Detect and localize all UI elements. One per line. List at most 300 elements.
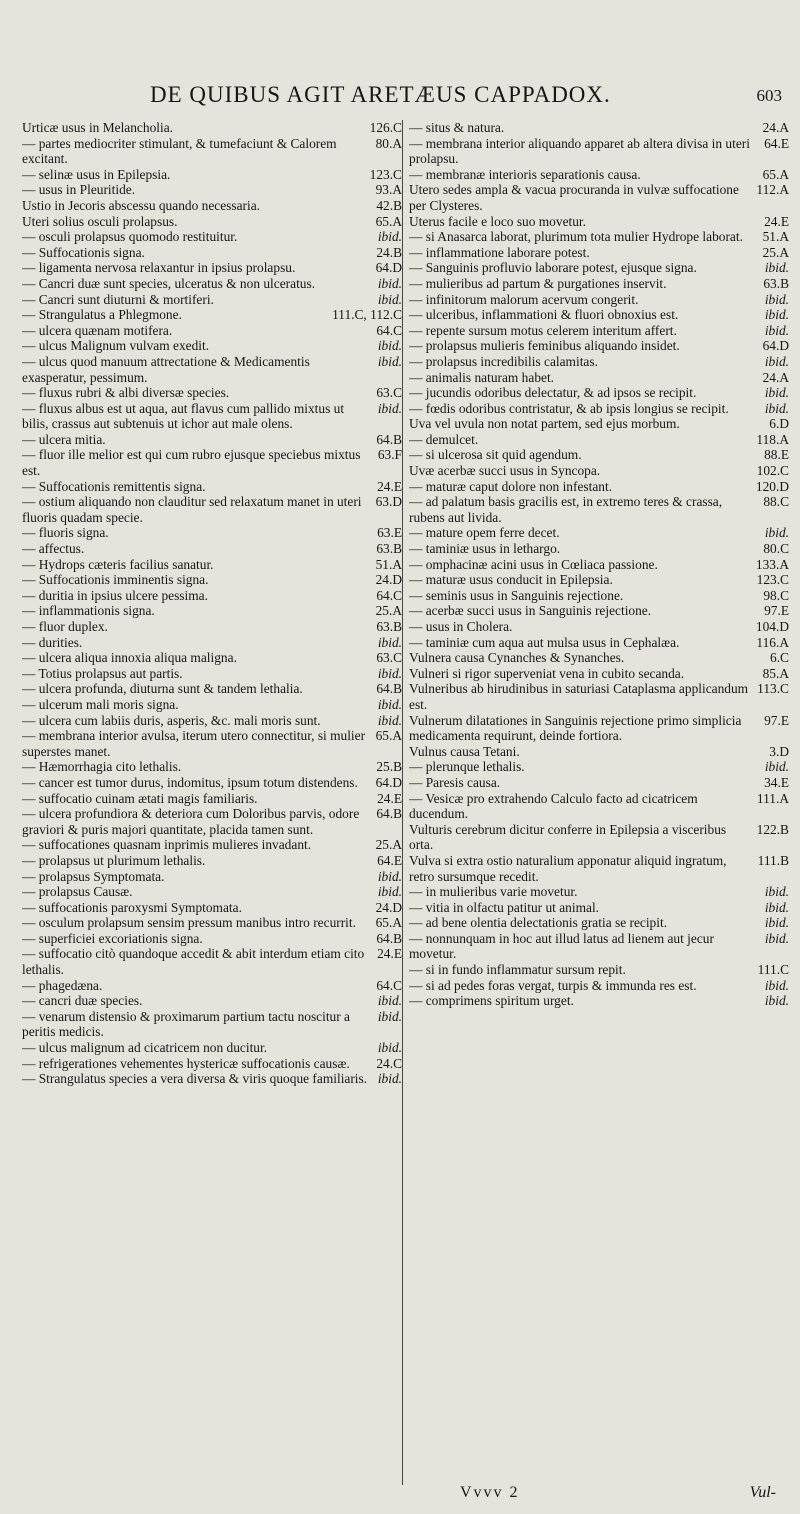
index-entry-text: — Vesicæ pro extrahendo Calculo facto ad cicatricem ducendum.: [409, 790, 698, 822]
index-entry-text: — Strangulatus species a vera diversa & viris quoque familiaris.: [22, 1071, 368, 1087]
index-entry-text: — maturæ caput dolore non infestant.: [409, 478, 613, 494]
index-entry-text: Urticæ usus in Melancholia.: [22, 120, 173, 135]
index-entry-text: — suffocatio citò quandoque accedit & abit interdum etiam cito lethalis.: [22, 946, 365, 978]
index-entry-ref: 88.C: [763, 494, 789, 510]
index-entry-ref: 126.C: [369, 120, 402, 135]
index-entry: [22, 603, 402, 619]
index-entry: [409, 136, 789, 167]
index-entry-ref: 88.E: [764, 447, 789, 463]
index-entry-text: — ostium aliquando non clauditur sed relaxatum manet in uteri fluoris quadam specie.: [22, 494, 362, 525]
index-entry-ref: 63.F: [377, 447, 402, 463]
index-entry: [22, 479, 402, 495]
index-entry-ref: 64.D: [375, 774, 402, 790]
index-entry: [22, 136, 402, 167]
index-entry: [22, 728, 402, 759]
index-entry: [409, 370, 789, 386]
index-entry: [22, 245, 402, 261]
index-entry-text: — ulcera cum labiis duris, asperis, &c. mali moris sunt.: [22, 712, 321, 728]
index-entry-text: — inflammatione laborare potest.: [409, 244, 590, 260]
index-entry-text: — prolapsus mulieris feminibus aliquando insidet.: [409, 338, 680, 354]
index-entry-text: — infinitorum malorum acervum congerit.: [409, 291, 639, 307]
index-entry: [409, 338, 789, 354]
index-entry-ref: ibid.: [764, 977, 789, 993]
index-entry-ref: ibid.: [764, 307, 789, 323]
index-entry: [22, 323, 402, 339]
index-column-right: [409, 120, 789, 1480]
index-entry-text: — usus in Cholera.: [409, 619, 513, 634]
index-entry-text: Uteri solius osculi prolapsus.: [22, 213, 178, 229]
index-entry: [409, 541, 789, 557]
index-entry-text: — fluor ille melior est qui cum rubro ejusque speciebus mixtus est.: [22, 447, 361, 479]
index-entry-ref: 104.D: [755, 619, 789, 634]
index-entry-ref: 111.C, 112.C: [332, 307, 402, 323]
index-entry: [22, 557, 402, 573]
index-entry: [409, 260, 789, 276]
index-entry-ref: ibid.: [764, 385, 789, 401]
index-entry-ref: 85.A: [762, 665, 789, 681]
index-entry: [409, 759, 789, 775]
index-entry-text: — suffocationis paroxysmi Symptomata.: [22, 899, 242, 915]
index-entry: [22, 837, 402, 853]
index-entry-ref: 63.B: [376, 541, 402, 557]
index-entry-text: — maturæ usus conducit in Epilepsia.: [409, 572, 613, 588]
index-entry-ref: ibid.: [377, 665, 402, 681]
index-entry-ref: ibid.: [377, 1071, 402, 1087]
index-entry: [22, 214, 402, 230]
index-entry-ref: 6.D: [769, 416, 789, 432]
index-entry: [22, 572, 402, 588]
index-entry-ref: 24.E: [377, 478, 402, 494]
index-entry-ref: 63.C: [376, 385, 402, 401]
index-entry-ref: ibid.: [377, 338, 402, 354]
index-entry-ref: 111.C: [757, 962, 789, 978]
index-entry-text: — fluor duplex.: [22, 619, 108, 634]
index-entry: [409, 525, 789, 541]
index-entry-ref: 64.B: [376, 806, 402, 822]
index-entry-ref: ibid.: [377, 291, 402, 307]
index-entry: [409, 120, 789, 136]
index-entry-text: — cancer est tumor durus, indomitus, ipsum totum distendens.: [22, 774, 358, 790]
index-entry-text: — venarum distensio & proximarum partium tactu noscitur a peritis medicis.: [22, 1008, 350, 1040]
index-entry: [409, 650, 789, 666]
index-entry: [409, 354, 789, 370]
index-entry-ref: 64.E: [764, 135, 789, 151]
index-entry-text: — Cancri duæ sunt species, ulceratus & non ulceratus.: [22, 275, 316, 291]
index-entry: [409, 853, 789, 884]
page-footer: [0, 1484, 800, 1508]
index-entry-ref: 6.C: [770, 650, 789, 666]
index-entry-ref: ibid.: [377, 400, 402, 416]
index-entry-ref: ibid.: [377, 884, 402, 900]
index-entry-text: Utero sedes ampla & vacua procuranda in vulvæ suffocatione per Clysteres.: [409, 182, 739, 213]
index-entry-text: — suffocatio cuinam ætati magis familiaris.: [22, 790, 258, 806]
index-entry-ref: ibid.: [764, 899, 789, 915]
index-entry: [409, 557, 789, 573]
index-entry-ref: 122.B: [756, 821, 789, 837]
index-entry: [409, 791, 789, 822]
index-entry: [409, 463, 789, 479]
index-entry: [22, 541, 402, 557]
index-entry-ref: 65.A: [762, 166, 789, 182]
index-entry-text: Vulnera causa Cynanches & Synanches.: [409, 650, 625, 666]
index-entry-ref: 120.D: [755, 478, 789, 494]
index-entry: [22, 307, 402, 323]
index-entry-text: — si ulcerosa sit quid agendum.: [409, 447, 582, 463]
index-entry-ref: ibid.: [377, 993, 402, 1009]
index-entry-text: — Strangulatus a Phlegmone.: [22, 307, 182, 323]
page-header: [0, 82, 800, 116]
index-entry-ref: 24.E: [377, 790, 402, 806]
index-entry-ref: 98.C: [763, 587, 789, 603]
index-entry: [409, 962, 789, 978]
index-entry-ref: ibid.: [377, 353, 402, 369]
index-entry-ref: 116.A: [756, 634, 789, 650]
index-entry: [22, 1040, 402, 1056]
index-entry-ref: 63.B: [763, 275, 789, 291]
index-entry: [22, 182, 402, 198]
index-entry: [22, 525, 402, 541]
index-entry: [22, 229, 402, 245]
index-entry: [409, 822, 789, 853]
index-entry-text: — ulcera profundiora & deteriora cum Doloribus parvis, odore graviori & puris majori quantitate, placida tamen sunt.: [22, 806, 360, 837]
index-entry-text: — ulcus quod manuum attrectatione & Medicamentis exasperatur, pessimum.: [22, 353, 310, 385]
index-entry: [22, 759, 402, 775]
index-entry-text: — partes mediocriter stimulant, & tumefaciunt & Calorem excitant.: [22, 135, 337, 167]
index-entry-text: — usus in Pleuritide.: [22, 182, 136, 198]
index-entry: [409, 713, 789, 744]
index-entry-text: — taminiæ cum aqua aut mulsa usus in Cephalæa.: [409, 634, 680, 650]
index-entry-ref: ibid.: [377, 1040, 402, 1056]
index-entry: [409, 401, 789, 417]
index-entry: [409, 323, 789, 339]
index-entry-ref: ibid.: [377, 1008, 402, 1024]
index-entry-text: — durities.: [22, 634, 83, 650]
index-entry-ref: 64.C: [376, 322, 402, 338]
index-entry-ref: 112.A: [756, 182, 789, 198]
index-entry: [409, 416, 789, 432]
index-entry: [22, 650, 402, 666]
index-entry-ref: 97.E: [764, 603, 789, 619]
index-entry-text: — fluxus albus est ut aqua, aut flavus cum pallido mixtus ut bilis, crassus aut subtenuis ut ichor aut male olens.: [22, 400, 345, 432]
index-entry: [22, 993, 402, 1009]
index-entry-text: — membrana interior aliquando apparet ab altera divisa in uteri prolapsu.: [409, 135, 750, 167]
index-entry-ref: 25.A: [375, 603, 402, 619]
index-entry-ref: ibid.: [764, 525, 789, 541]
column-divider: [402, 120, 403, 1485]
index-entry: [22, 401, 402, 432]
index-entry-text: — fœdis odoribus contristatur, & ab ipsis longius se recipit.: [409, 400, 729, 416]
index-entry-ref: 111.A: [756, 790, 789, 806]
index-entry-text: — plerunque lethalis.: [409, 759, 525, 775]
index-entry: [22, 494, 402, 525]
index-entry-ref: 65.A: [375, 213, 402, 229]
index-entry: [409, 884, 789, 900]
index-entry-text: Uterus facile e loco suo movetur.: [409, 213, 587, 229]
index-entry-text: — ulcus Malignum vulvam exedit.: [22, 338, 210, 354]
index-entry-ref: 93.A: [375, 182, 402, 198]
index-entry: [22, 354, 402, 385]
index-entry-text: — ulcera aliqua innoxia aliqua maligna.: [22, 650, 237, 666]
index-entry: [22, 681, 402, 697]
index-entry: [22, 1071, 402, 1087]
index-entry-text: — comprimens spiritum urget.: [409, 993, 574, 1009]
index-entry-text: — repente sursum motus celerem interitum affert.: [409, 322, 677, 338]
index-entry-text: — inflammationis signa.: [22, 603, 155, 619]
index-entry: [409, 915, 789, 931]
index-entry-text: — ligamenta nervosa relaxantur in ipsius prolapsu.: [22, 260, 296, 276]
index-entry-ref: 64.B: [376, 681, 402, 697]
index-entry-ref: 64.D: [375, 260, 402, 276]
index-entry-ref: 3.D: [769, 743, 789, 759]
index-entry-text: — cancri duæ species.: [22, 993, 143, 1009]
index-entry-ref: ibid.: [764, 260, 789, 276]
index-entry-text: — ulcerum mali moris signa.: [22, 696, 179, 712]
index-entry-text: — ulcera quænam motifera.: [22, 322, 173, 338]
index-entry: [409, 666, 789, 682]
index-entry: [409, 214, 789, 230]
index-entry-ref: 25.A: [375, 837, 402, 853]
index-entry-text: — ulcera mitia.: [22, 431, 106, 447]
index-entry-ref: 80.C: [763, 541, 789, 557]
index-entry-ref: ibid.: [764, 884, 789, 900]
index-entry: [409, 479, 789, 495]
index-entry: [22, 931, 402, 947]
index-entry: [22, 806, 402, 837]
index-entry-text: Vulnerum dilatationes in Sanguinis rejectione primo simplicia medicamenta requirunt, deinde fortiora.: [409, 712, 742, 744]
index-entry: [22, 1009, 402, 1040]
index-entry-ref: ibid.: [377, 696, 402, 712]
index-entry-ref: 25.B: [376, 759, 402, 775]
index-entry: [22, 666, 402, 682]
index-entry: [409, 494, 789, 525]
index-entry-text: — situs & natura.: [409, 120, 505, 135]
index-entry: [409, 619, 789, 635]
index-entry-ref: ibid.: [764, 993, 789, 1009]
index-entry-text: — ulceribus, inflammationi & fluori obnoxius est.: [409, 307, 679, 323]
running-title: DE QUIBUS AGIT ARETÆUS CAPPADOX.: [150, 82, 611, 107]
index-entry: [22, 198, 402, 214]
index-entry-text: — ad bene olentia delectationis gratia se recipit.: [409, 915, 668, 931]
index-entry-text: — Totius prolapsus aut partis.: [22, 665, 183, 681]
index-entry-text: — taminiæ usus in lethargo.: [409, 541, 561, 557]
index-entry: [22, 853, 402, 869]
index-entry-ref: 102.C: [756, 463, 789, 479]
index-entry: [22, 697, 402, 713]
index-entry-text: — refrigerationes vehementes hystericæ suffocationis causæ.: [22, 1055, 350, 1071]
index-entry-text: — selinæ usus in Epilepsia.: [22, 166, 171, 182]
index-entry-text: — mulieribus ad partum & purgationes inservit.: [409, 275, 667, 291]
index-entry-text: — fluoris signa.: [22, 525, 109, 541]
index-entry: [409, 744, 789, 760]
index-entry: [22, 713, 402, 729]
index-entry-ref: 65.A: [375, 728, 402, 744]
index-entry: [22, 167, 402, 183]
index-entry-ref: ibid.: [377, 634, 402, 650]
index-entry-ref: 24.A: [762, 369, 789, 385]
index-entry-text: — seminis usus in Sanguinis rejectione.: [409, 587, 624, 603]
index-entry: [409, 292, 789, 308]
index-entry: [409, 931, 789, 962]
index-entry: [409, 276, 789, 292]
index-entry-text: — Suffocationis imminentis signa.: [22, 572, 209, 588]
index-entry: [409, 167, 789, 183]
index-entry-text: — osculi prolapsus quomodo restituitur.: [22, 229, 238, 245]
index-entry-ref: ibid.: [764, 291, 789, 307]
index-entry-text: — superficiei excoriationis signa.: [22, 930, 203, 946]
index-entry-text: — Suffocationis remittentis signa.: [22, 478, 206, 494]
index-entry-text: — demulcet.: [409, 431, 479, 447]
index-entry-ref: 111.B: [757, 852, 789, 868]
index-entry-ref: 63.B: [376, 619, 402, 634]
index-entry-ref: 113.C: [757, 681, 789, 697]
index-entry-ref: 63.C: [376, 650, 402, 666]
index-entry-text: — prolapsus ut plurimum lethalis.: [22, 852, 206, 868]
index-entry-ref: ibid.: [377, 275, 402, 291]
index-entry-ref: ibid.: [764, 353, 789, 369]
index-entry-text: — si Anasarca laborat, plurimum tota mulier Hydrope laborat.: [409, 229, 743, 245]
index-entry-ref: 64.C: [376, 977, 402, 993]
page-number: 603: [756, 86, 782, 105]
index-entry-text: — Suffocationis signa.: [22, 244, 145, 260]
index-entry-text: — Paresis causa.: [409, 774, 501, 790]
index-entry-text: — osculum prolapsum sensim pressum manibus intro recurrit.: [22, 915, 356, 931]
index-entry-text: — prolapsus Symptomata.: [22, 868, 165, 884]
index-entry-text: — vitia in olfactu patitur ut animal.: [409, 899, 600, 915]
index-entry: [22, 276, 402, 292]
index-entry-text: — ad palatum basis gracilis est, in extremo teres & crassa, rubens aut livida.: [409, 494, 723, 525]
index-entry-ref: 24.C: [376, 1055, 402, 1071]
index-entry-ref: 51.A: [762, 229, 789, 245]
index-entry-ref: 25.A: [762, 244, 789, 260]
index-entry-ref: 118.A: [756, 431, 789, 447]
index-entry: [22, 791, 402, 807]
index-entry-ref: 24.E: [377, 946, 402, 962]
index-entry-text: Vulva si extra ostio naturalium apponatur aliquid ingratum, retro sursumque recedit.: [409, 852, 727, 884]
index-entry-text: — Sanguinis profluvio laborare potest, ejusque signa.: [409, 260, 697, 276]
index-entry-ref: 63.E: [377, 525, 402, 541]
index-entry-text: Vulturis cerebrum dicitur conferre in Epilepsia a visceribus orta.: [409, 821, 727, 853]
index-entry-text: — acerbæ succi usus in Sanguinis rejectione.: [409, 603, 652, 619]
index-entry-ref: 24.D: [375, 572, 402, 588]
index-entry-text: Uva vel uvula non notat partem, sed ejus morbum.: [409, 416, 680, 432]
index-entry-text: Vulneri si rigor superveniat vena in cubito secanda.: [409, 665, 685, 681]
index-entry-text: Vulneribus ab hirudinibus in saturiasi Cataplasma applicandum est.: [409, 681, 749, 712]
index-entry-ref: 133.A: [755, 556, 789, 572]
index-entry-text: — ulcus malignum ad cicatricem non ducitur.: [22, 1040, 268, 1056]
index-entry: [22, 946, 402, 977]
index-entry: [409, 603, 789, 619]
index-entry-ref: ibid.: [377, 712, 402, 728]
index-entry-ref: 24.B: [376, 244, 402, 260]
index-entry: [409, 307, 789, 323]
index-entry-text: — in mulieribus varie movetur.: [409, 884, 578, 900]
index-entry-text: Ustio in Jecoris abscessu quando necessaria.: [22, 197, 260, 213]
index-entry: [409, 385, 789, 401]
index-entry-text: — duritia in ipsius ulcere pessima.: [22, 587, 208, 603]
index-entry: [22, 385, 402, 401]
index-entry-ref: 64.B: [376, 930, 402, 946]
index-entry-text: — animalis naturam habet.: [409, 369, 555, 385]
index-entry: [22, 338, 402, 354]
index-entry: [409, 572, 789, 588]
index-entry-text: Uvæ acerbæ succi usus in Syncopa.: [409, 463, 601, 479]
index-entry-ref: 97.E: [764, 712, 789, 728]
index-entry-ref: 34.E: [764, 774, 789, 790]
index-entry: [22, 869, 402, 885]
index-entry-ref: 123.C: [756, 572, 789, 588]
index-entry: [409, 447, 789, 463]
index-entry: [22, 900, 402, 916]
index-entry: [22, 884, 402, 900]
index-entry: [22, 635, 402, 651]
index-entry: [22, 1056, 402, 1072]
index-entry-text: — Cancri sunt diuturni & mortiferi.: [22, 291, 214, 307]
index-entry-ref: 64.E: [377, 852, 402, 868]
index-entry-ref: ibid.: [764, 759, 789, 775]
index-entry-ref: 64.C: [376, 587, 402, 603]
index-entry: [409, 775, 789, 791]
index-entry-text: — prolapsus incredibilis calamitas.: [409, 353, 598, 369]
index-entry: [409, 978, 789, 994]
index-entry-text: Vulnus causa Tetani.: [409, 743, 520, 759]
signature-mark: Vvvv 2: [460, 1484, 520, 1501]
index-entry-text: — ulcera profunda, diuturna sunt & tandem lethalia.: [22, 681, 303, 697]
index-entry-text: — prolapsus Causæ.: [22, 884, 133, 900]
index-entry: [409, 635, 789, 651]
index-entry-text: — affectus.: [22, 541, 85, 557]
index-entry-text: — nonnunquam in hoc aut illud latus ad lienem aut jecur movetur.: [409, 930, 714, 962]
index-entry-ref: 24.A: [762, 120, 789, 135]
index-entry-ref: 64.D: [762, 338, 789, 354]
index-entry-text: — suffocationes quasnam inprimis mulieres invadant.: [22, 837, 312, 853]
index-entry-text: — fluxus rubri & albi diversæ species.: [22, 385, 230, 401]
index-entry-ref: 80.A: [375, 135, 402, 151]
index-entry: [22, 120, 402, 136]
index-entry: [22, 447, 402, 478]
index-entry: [22, 292, 402, 308]
index-entry-ref: 63.D: [375, 494, 402, 510]
index-entry-text: — Hæmorrhagia cito lethalis.: [22, 759, 182, 775]
index-entry: [409, 900, 789, 916]
index-entry-ref: 64.B: [376, 431, 402, 447]
index-entry-ref: ibid.: [377, 229, 402, 245]
index-entry-ref: ibid.: [377, 868, 402, 884]
index-entry-ref: 123.C: [369, 166, 402, 182]
index-entry-text: — membranæ interioris separationis causa.: [409, 166, 641, 182]
index-entry-text: — si in fundo inflammatur sursum repit.: [409, 962, 626, 978]
index-entry-ref: 24.E: [764, 213, 789, 229]
index-entry-ref: 51.A: [375, 556, 402, 572]
index-entry-text: — mature opem ferre decet.: [409, 525, 560, 541]
index-entry: [409, 681, 789, 712]
index-entry-ref: 42.B: [376, 197, 402, 213]
index-entry-ref: ibid.: [764, 930, 789, 946]
index-entry-text: — jucundis odoribus delectatur, & ad ipsos se recipit.: [409, 385, 697, 401]
index-entry-ref: ibid.: [764, 915, 789, 931]
catchword: Vul-: [749, 1484, 776, 1501]
index-entry: [409, 432, 789, 448]
index-entry: [22, 978, 402, 994]
index-column-left: [22, 120, 402, 1480]
index-entry-text: — si ad pedes foras vergat, turpis & immunda res est.: [409, 977, 697, 993]
index-entry-text: — membrana interior avulsa, iterum utero connectitur, si mulier superstes manet.: [22, 728, 366, 759]
index-entry-text: — Hydrops cæteris facilius sanatur.: [22, 556, 214, 572]
index-entry-ref: 24.D: [375, 899, 402, 915]
index-entry: [22, 619, 402, 635]
index-entry-ref: 65.A: [375, 915, 402, 931]
index-entry-text: — phagedæna.: [22, 977, 103, 993]
index-entry-ref: ibid.: [764, 400, 789, 416]
